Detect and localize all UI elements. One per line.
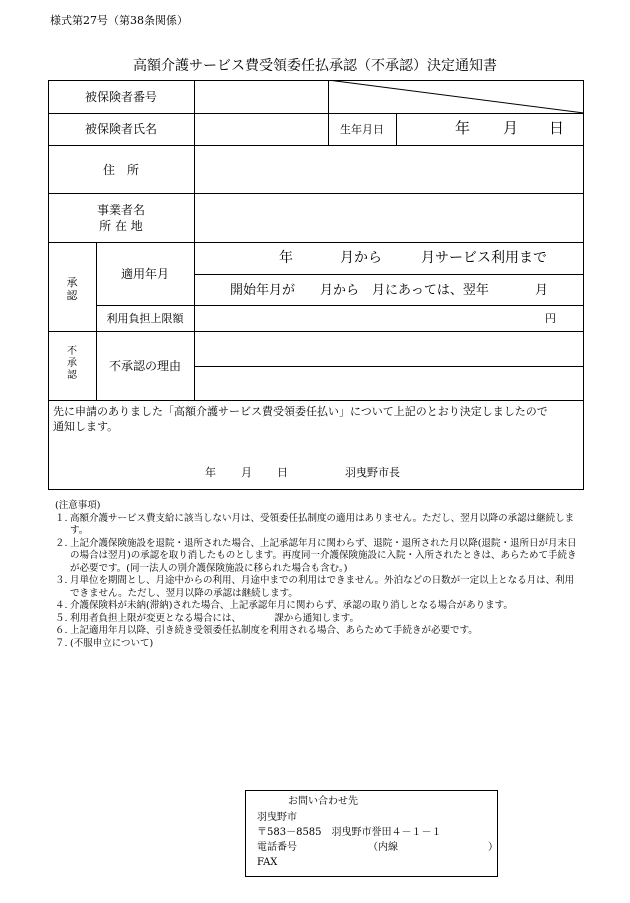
- start-case: 月にあっては、翌年: [372, 283, 489, 298]
- approval-side-label-2: 認: [66, 289, 78, 302]
- period-year: 年: [279, 250, 293, 266]
- notice-line-2: 通知します。: [53, 420, 119, 433]
- payment-limit-label: 利用負担上限額: [106, 312, 184, 325]
- contact-title: お問い合わせ先: [288, 796, 358, 807]
- page-title: 高額介護サービス費受領委任払承認（不承認）決定通知書: [133, 58, 497, 74]
- start-from: 月から: [320, 283, 360, 298]
- contact-phone-label: 電話番号: [257, 842, 297, 853]
- business-address-label: 所 在 地: [99, 219, 143, 233]
- denial-side-label-3: 認: [67, 370, 77, 381]
- insured-name-label: 被保険者氏名: [84, 122, 157, 136]
- payment-limit-unit: 円: [545, 312, 556, 325]
- notice-month: 月: [241, 466, 252, 479]
- note-item: ２. 上記介護保険施設を退院・退所された場合、上記承認年月に関わらず、退院・退所された月以降(退院・退所日が月末日の場合は翌月)の承認を取り消したものとします。再度同一介護保険施設に入院・入所されたときは、あらためて手続きが必要です。(同一法人の別介護保険施設に移られた場合も含む。): [55, 537, 577, 574]
- note-item: ３. 月単位を期間とし、月途中からの利用、月途中までの利用はできません。外泊などの日数が一定以上となる月は、利用できません。ただし、翌月以降の承認は継続します。: [55, 575, 575, 599]
- start-month: 月: [535, 283, 549, 298]
- notice-line-1: 先に申請のありました「高額介護サービス費受領委任払い」について上記のとおり決定しましたので: [53, 405, 548, 418]
- birth-day: 日: [549, 119, 565, 137]
- period-from: 月から: [340, 250, 382, 266]
- note-item: ６. 上記適用年月以降、引き続き受領委任払制度を利用される場合、あらためて手続きが必要です。: [55, 625, 478, 636]
- applicable-period-label: 適用年月: [120, 267, 169, 281]
- note-item: １. 高額介護サービス費支給に該当しない月は、受領委任払制度の適用はありません。ただし、翌月以降の承認は継続します。: [55, 512, 575, 536]
- notes-section: [55, 500, 580, 650]
- period-to: 月サービス利用まで: [421, 250, 547, 266]
- contact-extension: （内線 ）: [368, 842, 498, 853]
- mayor-name: 羽曳野市長: [345, 466, 400, 479]
- address-label: 住 所: [102, 163, 139, 177]
- contact-address: 〒583－8585 羽曳野市誉田４－１－１: [257, 827, 442, 838]
- form-number: 様式第27号（第38条関係）: [50, 14, 188, 27]
- notice-day: 日: [277, 466, 288, 479]
- denial-reason-label: 不承認の理由: [108, 359, 181, 373]
- note-item: ４. 介護保険料が未納(滞納)された場合、上記承認年月に関わらず、承認の取り消しとなる場合があります。: [55, 600, 513, 611]
- denial-side-label-1: 不: [67, 346, 77, 357]
- notes-heading: (注意事項): [55, 500, 101, 511]
- insured-number-label: 被保険者番号: [84, 90, 157, 104]
- birth-month: 月: [503, 119, 519, 137]
- notice-year: 年: [205, 466, 216, 479]
- contact-org: 羽曳野市: [257, 812, 297, 823]
- start-label: 開始年月が: [230, 283, 296, 298]
- note-item: ７. (不服申立について): [55, 637, 154, 649]
- birth-date-label: 生年月日: [340, 123, 384, 136]
- contact-fax: FAX: [257, 857, 278, 868]
- birth-year: 年: [455, 119, 471, 137]
- business-name-label: 事業者名: [96, 203, 145, 217]
- note-item: ５. 利用者負担上限が変更となる場合には、 課から通知します。: [55, 612, 359, 624]
- denial-side-label-2: 承: [67, 358, 77, 369]
- approval-side-label-1: 承: [66, 276, 78, 289]
- diagonal-line: [328, 80, 584, 113]
